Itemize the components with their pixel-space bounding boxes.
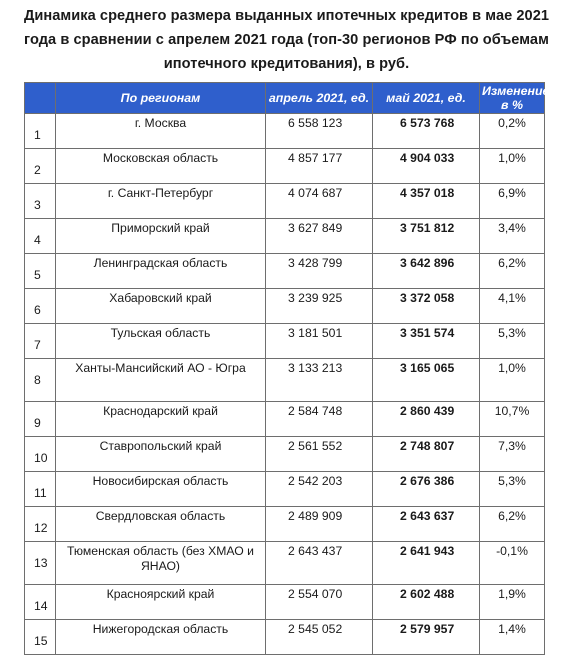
row-change: 5,3% [480, 472, 545, 507]
row-april: 3 181 501 [266, 324, 373, 359]
header-region: По регионам [56, 83, 266, 114]
row-region: Красноярский край [56, 585, 266, 620]
row-num: 8 [25, 359, 56, 402]
row-april: 3 428 799 [266, 254, 373, 289]
row-num: 5 [25, 254, 56, 289]
row-april: 3 133 213 [266, 359, 373, 402]
row-change: -0,1% [480, 542, 545, 585]
row-may: 3 351 574 [373, 324, 480, 359]
row-change: 6,9% [480, 184, 545, 219]
row-region: Новосибирская область [56, 472, 266, 507]
row-region: Свердловская область [56, 507, 266, 542]
row-may: 2 643 637 [373, 507, 480, 542]
table-row [25, 324, 545, 359]
row-may: 3 642 896 [373, 254, 480, 289]
row-region: Краснодарский край [56, 402, 266, 437]
table-row [25, 507, 545, 542]
row-num: 10 [25, 437, 56, 472]
row-region: Ханты-Мансийский АО - Югра [56, 359, 266, 402]
row-april: 6 558 123 [266, 114, 373, 149]
row-region: Хабаровский край [56, 289, 266, 324]
row-may: 6 573 768 [373, 114, 480, 149]
row-num: 12 [25, 507, 56, 542]
row-region: г. Санкт-Петербург [56, 184, 266, 219]
row-change: 3,4% [480, 219, 545, 254]
header-change: Изменение, в % [480, 83, 545, 114]
table-title: Динамика среднего размера выданных ипотечных кредитов в мае 2021 года в сравнении с апрелем 2021 года (топ-30 регионов РФ по объемам ипотечного кредитования), в руб. [23, 8, 550, 72]
row-change: 1,0% [480, 149, 545, 184]
row-april: 4 074 687 [266, 184, 373, 219]
table-row [25, 254, 545, 289]
row-may: 2 860 439 [373, 402, 480, 437]
mortgage-table [24, 82, 553, 655]
row-change: 1,4% [480, 620, 545, 655]
row-num: 9 [25, 402, 56, 437]
row-change: 10,7% [480, 402, 545, 437]
table-row [25, 289, 545, 324]
row-num: 13 [25, 542, 56, 585]
row-may: 3 751 812 [373, 219, 480, 254]
row-num: 6 [25, 289, 56, 324]
row-change: 5,3% [480, 324, 545, 359]
row-change: 6,2% [480, 254, 545, 289]
table-row [25, 620, 545, 655]
row-april: 2 554 070 [266, 585, 373, 620]
row-num: 2 [25, 149, 56, 184]
row-april: 3 627 849 [266, 219, 373, 254]
row-num: 7 [25, 324, 56, 359]
row-may: 2 579 957 [373, 620, 480, 655]
row-change: 0,2% [480, 114, 545, 149]
row-change: 4,1% [480, 289, 545, 324]
table-row [25, 114, 545, 149]
row-change: 1,0% [480, 359, 545, 402]
row-may: 3 165 065 [373, 359, 480, 402]
row-april: 4 857 177 [266, 149, 373, 184]
row-num: 11 [25, 472, 56, 507]
row-april: 2 489 909 [266, 507, 373, 542]
table-row [25, 585, 545, 620]
row-region: Ставропольский край [56, 437, 266, 472]
row-may: 2 602 488 [373, 585, 480, 620]
row-april: 2 584 748 [266, 402, 373, 437]
row-may: 3 372 058 [373, 289, 480, 324]
row-april: 2 643 437 [266, 542, 373, 585]
row-change: 6,2% [480, 507, 545, 542]
row-may: 2 748 807 [373, 437, 480, 472]
row-april: 2 561 552 [266, 437, 373, 472]
row-region: Тюменская область (без ХМАО и ЯНАО) [56, 542, 266, 585]
row-april: 3 239 925 [266, 289, 373, 324]
row-april: 2 545 052 [266, 620, 373, 655]
row-region: Тульская область [56, 324, 266, 359]
row-num: 1 [25, 114, 56, 149]
row-region: Ленинградская область [56, 254, 266, 289]
row-may: 4 357 018 [373, 184, 480, 219]
row-num: 4 [25, 219, 56, 254]
row-change: 1,9% [480, 585, 545, 620]
row-region: Нижегородская область [56, 620, 266, 655]
header-april: апрель 2021, ед. [266, 83, 373, 114]
row-region: г. Москва [56, 114, 266, 149]
row-region: Приморский край [56, 219, 266, 254]
row-num: 3 [25, 184, 56, 219]
table-row [25, 472, 545, 507]
row-change: 7,3% [480, 437, 545, 472]
table-row [25, 149, 545, 184]
table-row [25, 402, 545, 437]
row-num: 15 [25, 620, 56, 655]
row-num: 14 [25, 585, 56, 620]
table-header-row [25, 83, 545, 114]
table-row [25, 542, 545, 585]
table-row [25, 359, 545, 402]
table-row [25, 184, 545, 219]
row-may: 2 641 943 [373, 542, 480, 585]
row-may: 4 904 033 [373, 149, 480, 184]
header-may: май 2021, ед. [373, 83, 480, 114]
row-may: 2 676 386 [373, 472, 480, 507]
row-april: 2 542 203 [266, 472, 373, 507]
table-row [25, 219, 545, 254]
table-row [25, 437, 545, 472]
header-num [25, 83, 56, 114]
row-region: Московская область [56, 149, 266, 184]
